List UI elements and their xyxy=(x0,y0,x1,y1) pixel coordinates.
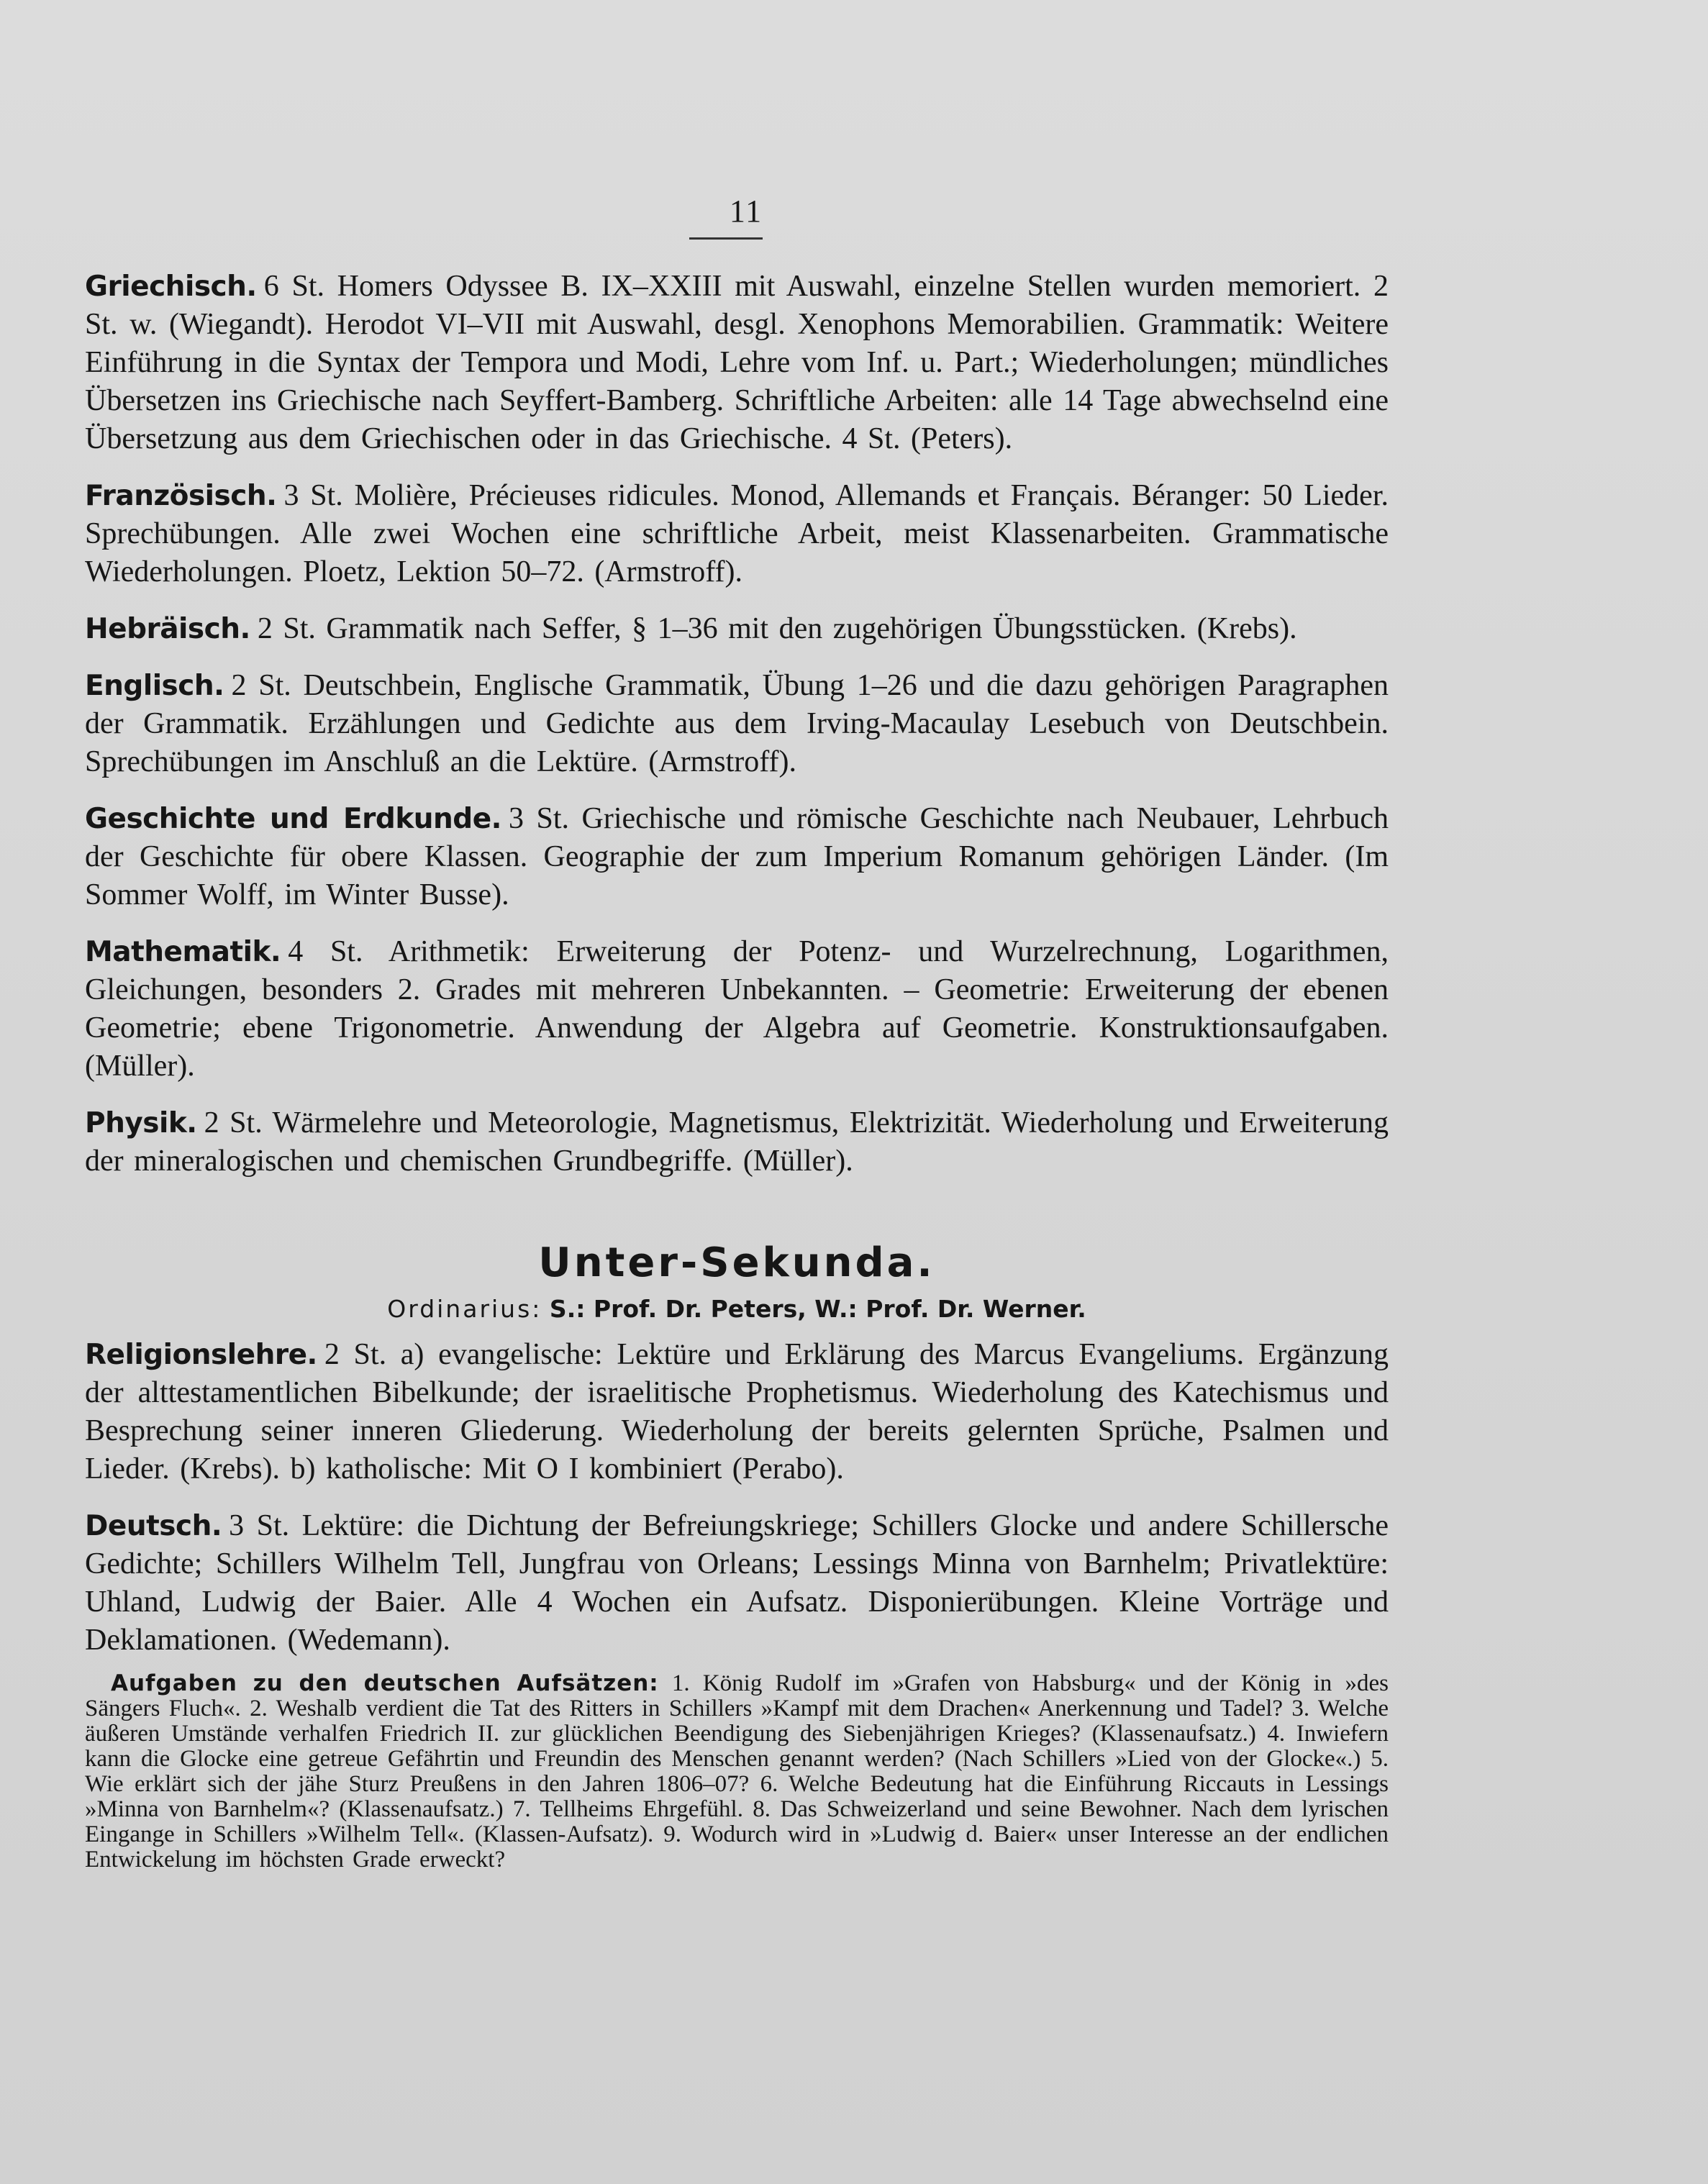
paragraph-religionslehre xyxy=(85,1336,1389,1488)
page-number: 11 xyxy=(729,194,763,229)
subject-text: 6 St. Homers Odyssee B. IX–XXIII mit Auswahl, einzelne Stellen wurden memoriert. 2 St. w. (Wiegandt). Herodot VI–VII mit Auswahl, desgl. Xenophons Memorabilien. Grammatik: Weitere Einführung in die Syntax der Tempora und Modi, Lehre vom Inf. u. Part.; Wiederholungen; mündliches Übersetzen ins Griechische nach Seyffert-Bamberg. Schriftliche Arbeiten: alle 14 Tage abwechselnd eine Übersetzung aus dem Griechischen oder in das Griechische. 4 St. (Peters). xyxy=(85,270,1389,455)
subject-text: 2 St. Deutschbein, Englische Grammatik, Übung 1–26 und die dazu gehörigen Paragraphen der Grammatik. Erzählungen und Gedichte aus dem Irving-Macaulay Lesebuch von Deutschbein. Sprechübungen im Anschluß an die Lektüre. (Armstroff). xyxy=(85,669,1389,778)
subject-heading: Geschichte und Erdkunde. xyxy=(85,803,501,835)
paragraph-franzoesisch xyxy=(85,477,1389,591)
subject-heading: Hebräisch. xyxy=(85,613,250,645)
section-ordinarius xyxy=(85,1295,1389,1323)
subject-heading: Physik. xyxy=(85,1107,197,1139)
subject-text: 3 St. Griechische und römische Geschichte nach Neubauer, Lehrbuch der Geschichte für obere Klassen. Geographie der zum Imperium Romanum gehörigen Länder. (Im Sommer Wolff, im Winter Busse). xyxy=(85,802,1389,911)
subject-heading: Englisch. xyxy=(85,670,224,702)
subject-text: 2 St. a) evangelische: Lektüre und Erklärung des Marcus Evangeliums. Ergänzung der alttestamentlichen Bibelkunde; der israelitische Prophetismus. Wiederholung des Katechismus und Besprechung seiner inneren Gliederung. Wiederholung der bereits gelernten Sprüche, Psalmen und Lieder. (Krebs). b) katholische: Mit O I kombiniert (Perabo). xyxy=(85,1338,1389,1485)
ordinarius-label: Ordinarius: xyxy=(387,1295,542,1323)
ordinarius-names: S.: Prof. Dr. Peters, W.: Prof. Dr. Werner. xyxy=(549,1295,1086,1323)
paragraph-aufgaben xyxy=(85,1671,1389,1873)
page-number-rule xyxy=(689,237,763,240)
paragraph-griechisch xyxy=(85,268,1389,458)
paragraph-mathematik xyxy=(85,933,1389,1086)
subject-text: 3 St. Molière, Précieuses ridicules. Monod, Allemands et Français. Béranger: 50 Lieder. Sprechübungen. Alle zwei Wochen eine schriftliche Arbeit, meist Klassenarbeiten. Grammatische Wiederholungen. Ploetz, Lektion 50–72. (Armstroff). xyxy=(85,479,1389,588)
section-title: Unter-Sekunda. xyxy=(538,1239,935,1286)
aufgaben-heading: Aufgaben zu den deutschen Aufsätzen: xyxy=(111,1670,659,1696)
text-column xyxy=(85,268,1389,1873)
paragraph-hebraeisch xyxy=(85,610,1389,648)
subject-heading: Griechisch. xyxy=(85,270,257,303)
subject-text: 2 St. Wärmelehre und Meteorologie, Magnetismus, Elektrizität. Wiederholung und Erweiterung der mineralogischen und chemischen Grundbegriffe. (Müller). xyxy=(85,1106,1389,1178)
subject-text: 3 St. Lektüre: die Dichtung der Befreiungskriege; Schillers Glocke und andere Schillersche Gedichte; Schillers Wilhelm Tell, Jungfrau von Orleans; Lessings Minna von Barnhelm; Privatlektüre: Uhland, Ludwig der Baier. Alle 4 Wochen ein Aufsatz. Disponierübungen. Kleine Vorträge und Deklamationen. (Wedemann). xyxy=(85,1509,1389,1657)
subject-heading: Religionslehre. xyxy=(85,1339,317,1371)
subject-text: 2 St. Grammatik nach Seffer, § 1–36 mit den zugehörigen Übungsstücken. (Krebs). xyxy=(257,612,1297,645)
paragraph-deutsch xyxy=(85,1507,1389,1660)
aufgaben-text: 1. König Rudolf im »Grafen von Habsburg« und der König in »des Sängers Fluch«. 2. Weshalb verdient die Tat des Ritters in Schillers »Kampf mit dem Drachen« Anerkennung und Tadel? 3. Welche äußeren Umstände verhalfen Friedrich II. zur glücklichen Beendigung des Siebenjährigen Krieges? (Klassenaufsatz.) 4. Inwiefern kann die Glocke eine getreue Gefährtin und Freundin des Menschen genannt werden? (Nach Schillers »Lied von der Glocke«.) 5. Wie erklärt sich der jähe Sturz Preußens in den Jahren 1806–07? 6. Welche Bedeutung hat die Einführung Riccauts in Lessings »Minna von Barnhelm«? (Klassenaufsatz.) 7. Tellheims Ehrgefühl. 8. Das Schweizerland und seine Bewohner. Nach dem lyrischen Eingange in Schillers »Wilhelm Tell«. (Klassen-Aufsatz). 9. Wodurch wird in »Ludwig d. Baier« unser Interesse an der endlichen Entwickelung im höchsten Grade erweckt? xyxy=(85,1670,1389,1873)
paragraph-englisch xyxy=(85,667,1389,781)
subject-heading: Deutsch. xyxy=(85,1510,222,1542)
subject-heading: Französisch. xyxy=(85,480,277,512)
paragraph-physik xyxy=(85,1104,1389,1180)
subject-heading: Mathematik. xyxy=(85,936,281,968)
paragraph-geschichte xyxy=(85,800,1389,914)
subject-text: 4 St. Arithmetik: Erweiterung der Potenz- und Wurzelrechnung, Logarithmen, Gleichungen, besonders 2. Grades mit mehreren Unbekannten. – Geometrie: Erweiterung der ebenen Geometrie; ebene Trigonometrie. Anwendung der Algebra auf Geometrie. Konstruktionsaufgaben. (Müller). xyxy=(85,935,1389,1083)
